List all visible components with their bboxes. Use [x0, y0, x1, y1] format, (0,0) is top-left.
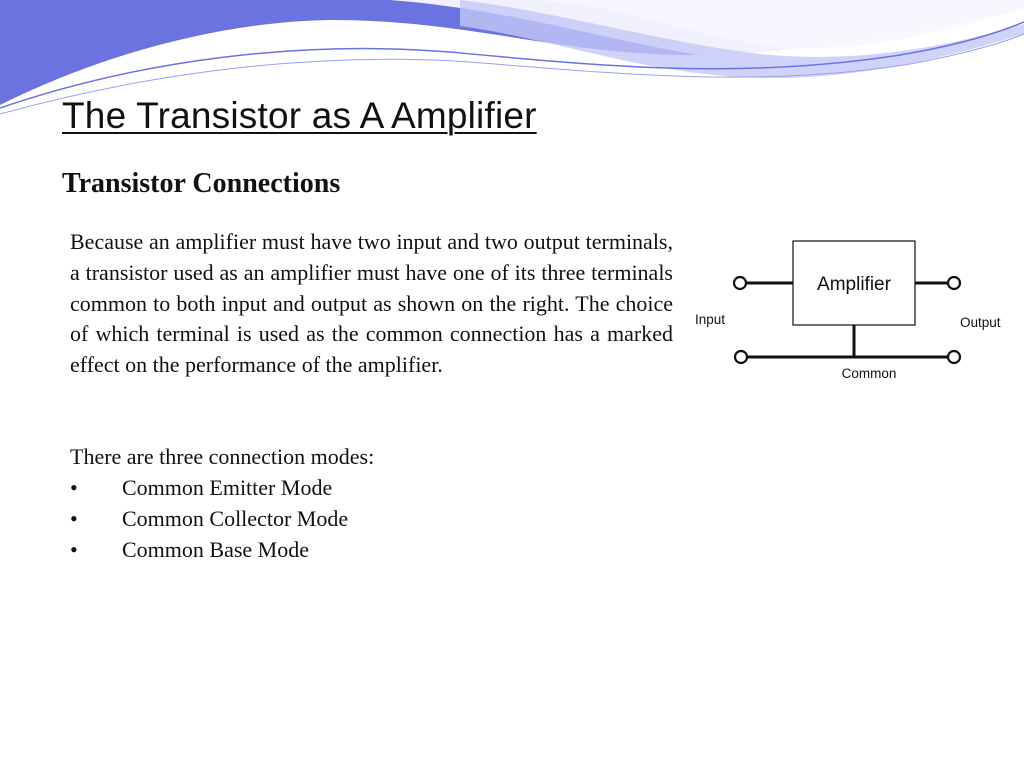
- output-label: Output: [960, 315, 1001, 330]
- section-heading: Transistor Connections: [62, 168, 341, 199]
- input-bottom-terminal: [735, 351, 747, 363]
- body-paragraph: Because an amplifier must have two input and two output terminals, a transistor used as an amplifier must have one of its three terminals common to both input and output as shown on the right. The choice of which terminal is used as the common connection has a marked effect on the performance of the amplifier.: [70, 229, 673, 378]
- list-item: [70, 535, 348, 566]
- common-label: Common: [841, 366, 897, 381]
- input-label: Input: [695, 312, 726, 327]
- list-item: [70, 504, 348, 535]
- connection-modes-list: [70, 473, 348, 565]
- list-item: [70, 473, 348, 504]
- mode-label: Common Emitter Mode: [122, 475, 333, 500]
- modes-intro: There are three connection modes:: [70, 444, 375, 469]
- input-top-terminal: [734, 277, 746, 289]
- mode-label: Common Base Mode: [122, 536, 309, 562]
- amplifier-block-label: Amplifier: [817, 274, 891, 295]
- mode-label: Common Collector Mode: [122, 505, 349, 531]
- bullet-icon: •: [70, 475, 78, 500]
- output-top-terminal: [948, 277, 960, 289]
- amplifier-diagram: [690, 235, 1020, 385]
- bullet-icon: •: [70, 505, 78, 531]
- output-bottom-terminal: [948, 351, 960, 363]
- slide-title: The Transistor as A Amplifier: [62, 95, 537, 136]
- bullet-icon: •: [70, 536, 78, 562]
